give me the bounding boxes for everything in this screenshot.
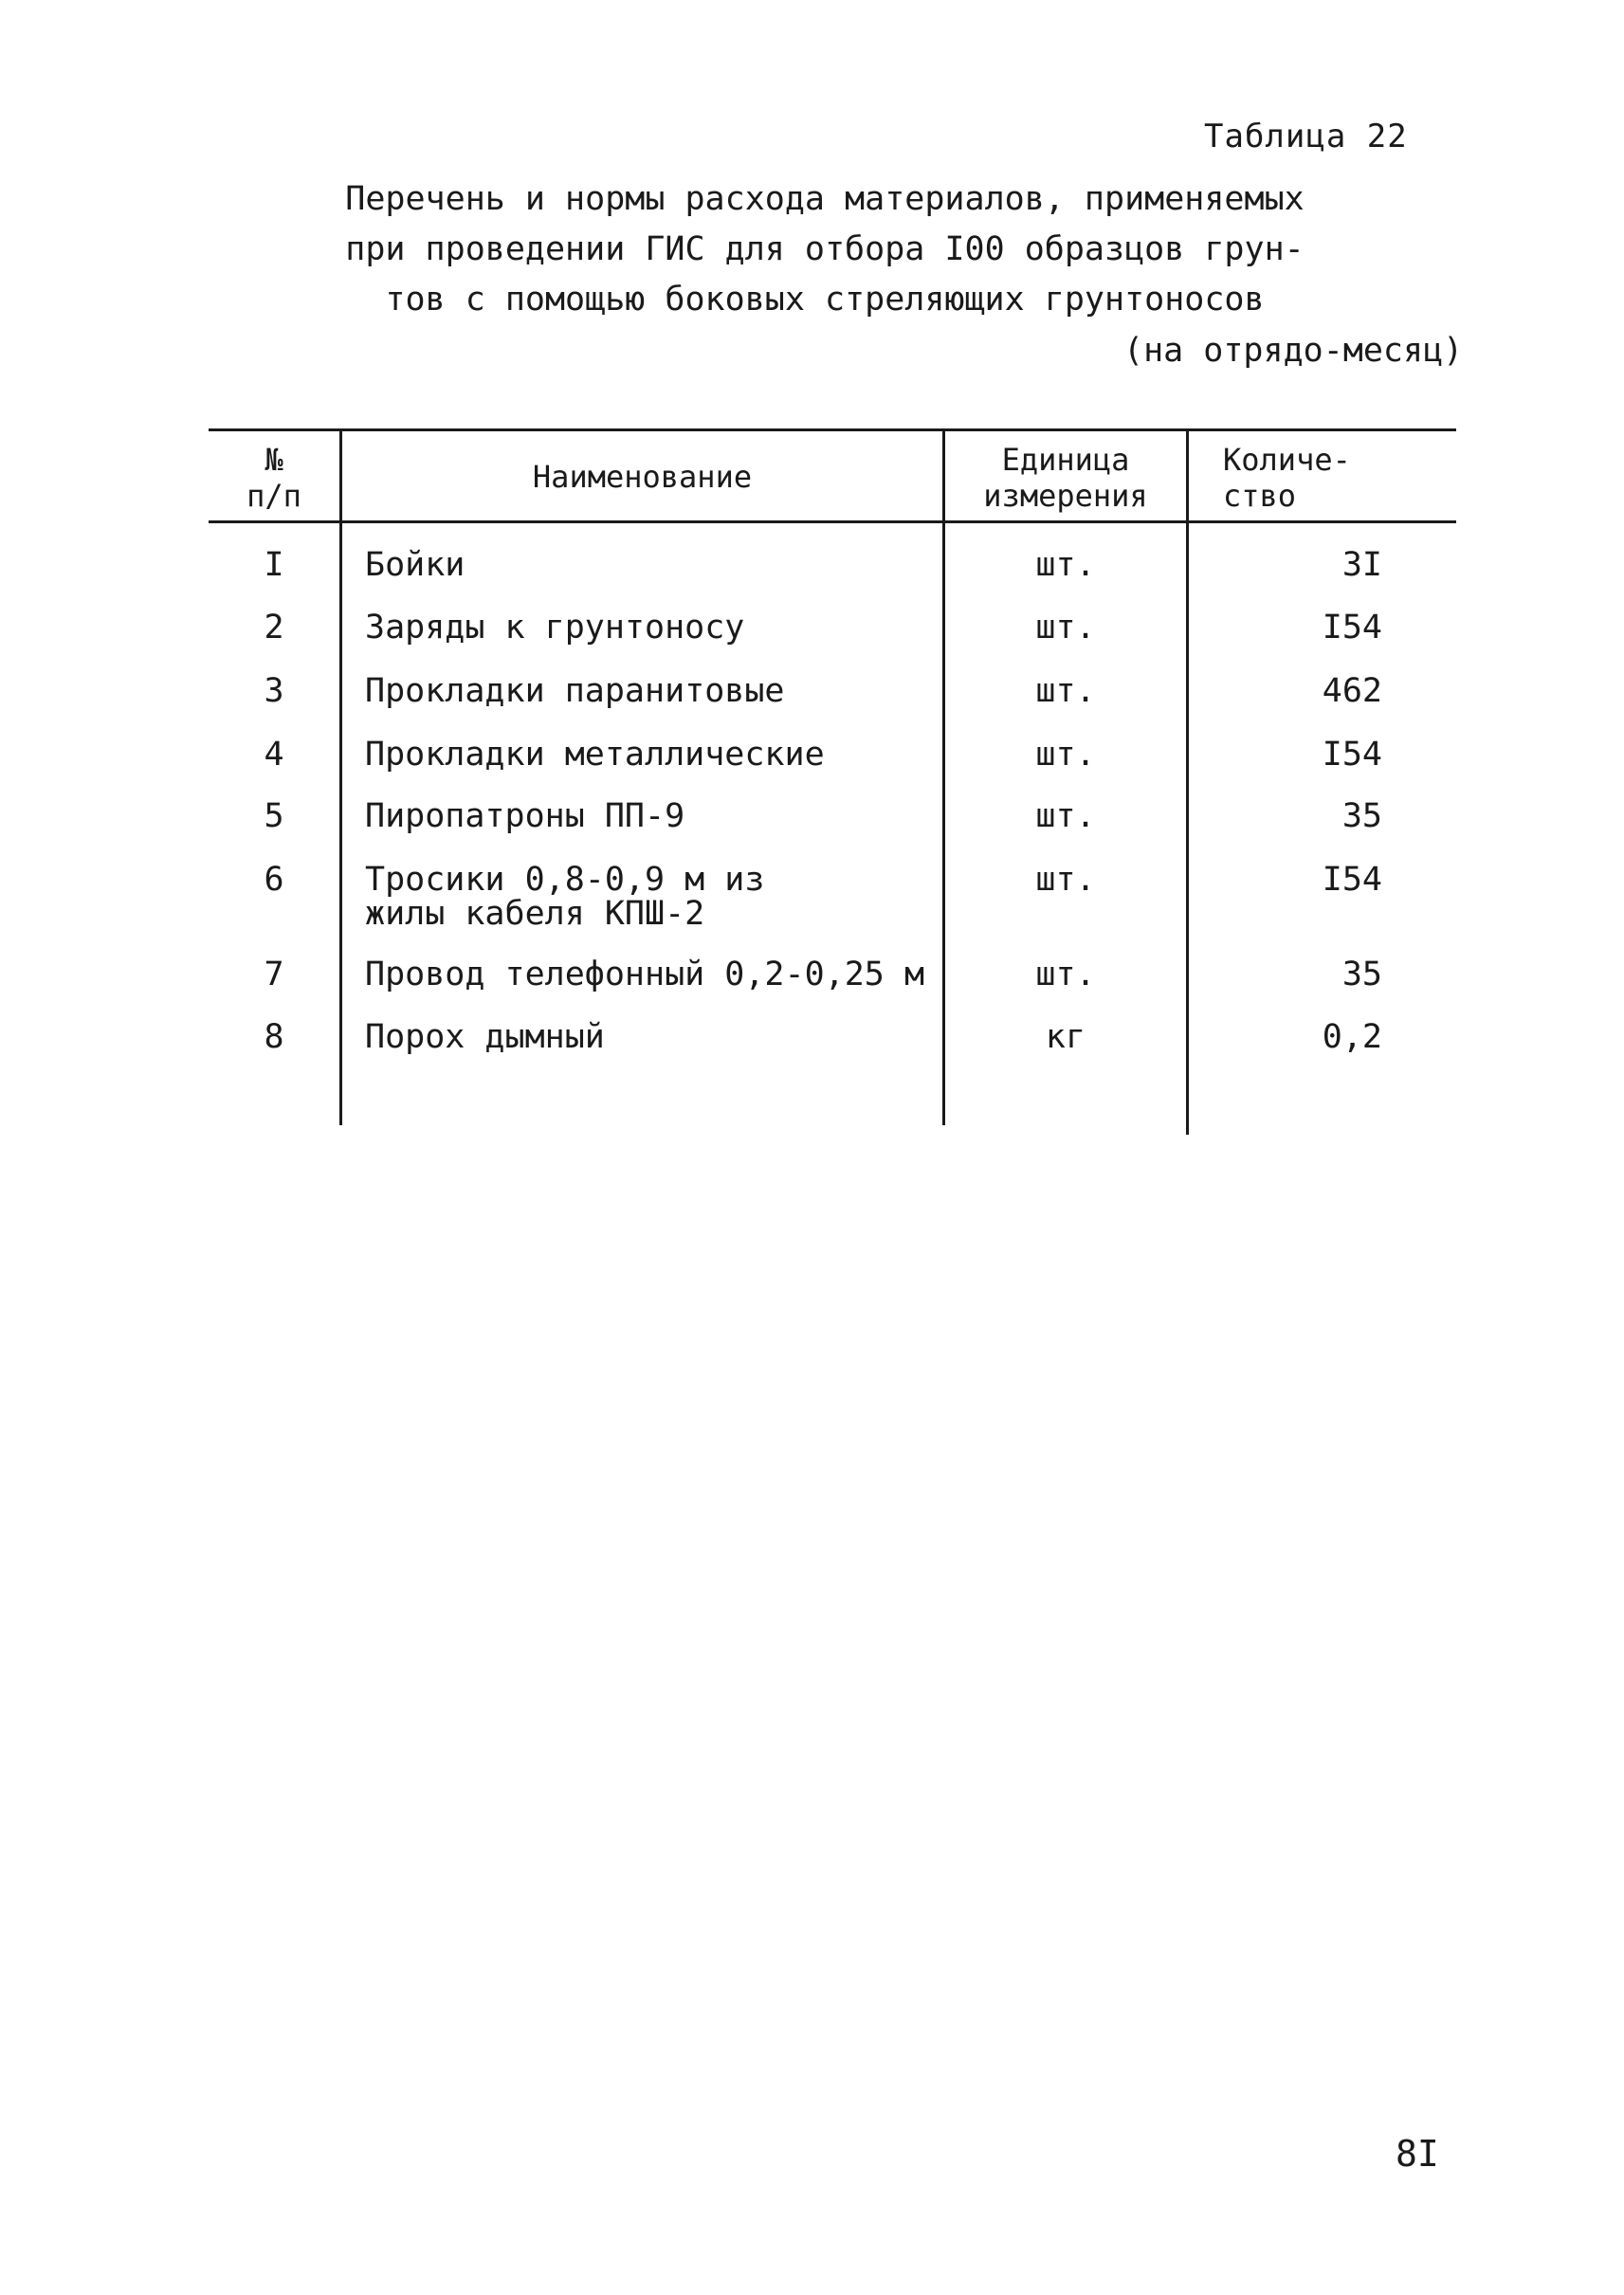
row-number: 4 — [264, 736, 284, 774]
header-unit — [945, 442, 1186, 514]
row-quantity: I54 — [1322, 609, 1382, 647]
page-number: 8I — [1396, 2133, 1439, 2175]
row-name-line: Порох дымный — [365, 1018, 605, 1056]
header-quantity — [1223, 442, 1351, 514]
header-quantity-line: Количе- — [1223, 442, 1351, 478]
row-name — [365, 738, 825, 772]
row-unit: шт. — [1035, 797, 1096, 835]
caption-line: при проведении ГИС для отбора I00 образцов грун- — [345, 230, 1305, 268]
row-name — [365, 674, 785, 708]
row-number: 3 — [264, 672, 284, 710]
table-number: Таблица 22 — [1204, 118, 1408, 155]
table-caption — [284, 174, 1365, 325]
column-divider — [339, 428, 342, 1125]
row-number: 2 — [264, 609, 284, 647]
row-quantity: 35 — [1341, 956, 1382, 993]
row-quantity: I54 — [1322, 736, 1382, 774]
row-unit: шт. — [1035, 956, 1096, 993]
unit-note: (на отрядо-месяц) — [1123, 332, 1464, 370]
header-number-line: п/п — [246, 478, 301, 514]
row-quantity: 462 — [1322, 672, 1382, 710]
header-unit-line: измерения — [983, 478, 1148, 514]
row-name-line: Прокладки металлические — [365, 736, 825, 774]
row-unit: шт. — [1035, 736, 1096, 774]
header-number — [209, 442, 339, 514]
header-bottom-rule — [209, 520, 1456, 523]
row-name-line: Прокладки паранитовые — [365, 672, 785, 710]
row-unit: шт. — [1035, 546, 1096, 584]
caption-line: Перечень и нормы расхода материалов, применяемых — [345, 180, 1305, 218]
header-name: Наименование — [532, 459, 753, 495]
row-name-line: Тросики 0,8-0,9 м из — [365, 861, 765, 899]
row-name — [365, 610, 744, 645]
row-unit: шт. — [1035, 609, 1096, 647]
row-quantity: 0,2 — [1322, 1018, 1382, 1056]
row-name — [365, 1020, 605, 1054]
row-number: 6 — [264, 861, 284, 899]
row-name — [365, 863, 764, 931]
row-number: 5 — [264, 797, 284, 835]
table-top-rule — [209, 428, 1456, 431]
row-name — [365, 548, 465, 582]
row-quantity: 35 — [1341, 797, 1382, 835]
row-unit: кг — [1045, 1018, 1086, 1056]
row-name-line: Бойки — [365, 546, 465, 584]
row-quantity: 3I — [1341, 546, 1382, 584]
header-quantity-line: ство — [1223, 478, 1297, 514]
row-number: 8 — [264, 1018, 284, 1056]
header-unit-line: Единица — [1001, 442, 1130, 478]
row-number: 7 — [264, 956, 284, 993]
row-name-line: жилы кабеля КПШ-2 — [365, 895, 705, 933]
row-quantity: I54 — [1322, 861, 1382, 899]
caption-line: тов с помощью боковых стреляющих грунтоносов — [385, 281, 1265, 319]
row-name-line: Провод телефонный 0,2-0,25 м — [365, 956, 925, 993]
row-name — [365, 957, 924, 992]
header-number-line: № — [265, 442, 283, 478]
row-name — [365, 799, 684, 833]
row-unit: шт. — [1035, 861, 1096, 899]
row-name-line: Заряды к грунтоносу — [365, 609, 745, 647]
row-number: I — [264, 546, 284, 584]
row-unit: шт. — [1035, 672, 1096, 710]
row-name-line: Пиропатроны ПП-9 — [365, 797, 685, 835]
